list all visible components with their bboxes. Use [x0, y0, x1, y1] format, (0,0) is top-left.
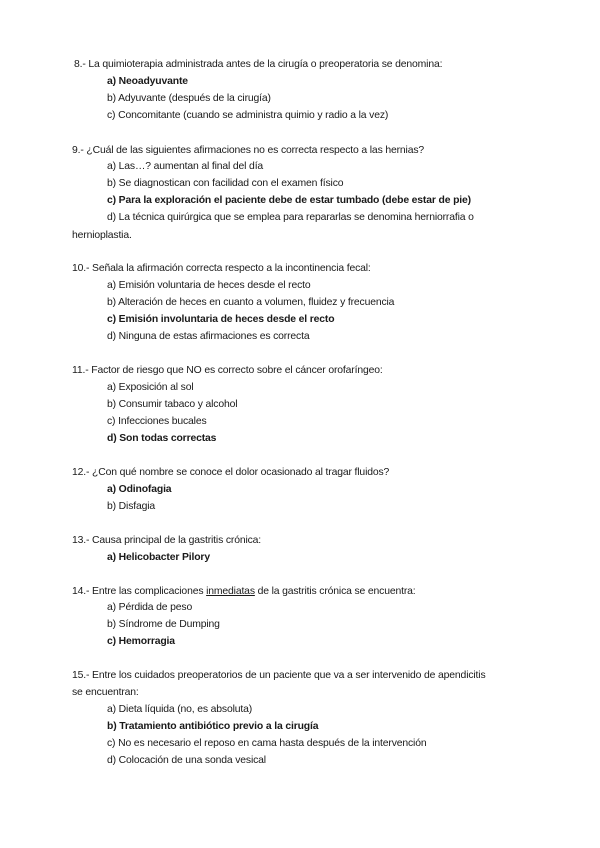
option-continuation: hernioplastia. [72, 230, 132, 241]
option-correct: a) Helicobacter Pilory [107, 552, 210, 563]
question-stem [72, 585, 416, 598]
option: a) Exposición al sol [107, 382, 194, 393]
option-correct: d) Son todas correctas [107, 433, 217, 444]
option: d) Ninguna de estas afirmaciones es correcta [107, 331, 310, 342]
option: a) Pérdida de peso [107, 602, 193, 613]
option: c) No es necesario el reposo en cama hasta después de la intervención [107, 738, 427, 749]
question-stem: 8.- La quimioterapia administrada antes de la cirugía o preoperatoria se denomina: [74, 59, 443, 70]
option: a) Emisión voluntaria de heces desde el recto [107, 280, 311, 291]
question-stem: 9.- ¿Cuál de las siguientes afirmaciones no es correcta respecto a las hernias? [72, 145, 425, 156]
option: b) Se diagnostican con facilidad con el examen físico [107, 178, 344, 189]
option-correct: a) Neoadyuvante [107, 76, 188, 87]
stem-part: 14.- Entre las complicaciones [72, 586, 207, 597]
option: b) Síndrome de Dumping [107, 619, 220, 630]
stem-underlined-word: inmediatas [206, 586, 255, 597]
question-stem: 15.- Entre los cuidados preoperatorios de un paciente que va a ser intervenido de apendicitis [72, 670, 486, 681]
option: c) Concomitante (cuando se administra quimio y radio a la vez) [107, 110, 389, 121]
stem-part: de la gastritis crónica se encuentra: [254, 586, 416, 597]
question-stem: 11.- Factor de riesgo que NO es correcto sobre el cáncer orofaríngeo: [72, 365, 383, 376]
option-correct: a) Odinofagia [107, 484, 172, 495]
option: d) La técnica quirúrgica que se emplea para repararlas se denomina herniorrafia o [107, 212, 474, 223]
option: b) Disfagia [107, 501, 156, 512]
option: b) Adyuvante (después de la cirugía) [107, 93, 271, 104]
question-stem: 13.- Causa principal de la gastritis crónica: [72, 535, 262, 546]
option: a) Dieta líquida (no, es absoluta) [107, 704, 253, 715]
option-correct: b) Tratamiento antibiótico previo a la cirugía [107, 721, 319, 732]
option: d) Colocación de una sonda vesical [107, 755, 266, 766]
option: c) Infecciones bucales [107, 416, 207, 427]
option: b) Alteración de heces en cuanto a volumen, fluidez y frecuencia [107, 297, 395, 308]
question-stem: 12.- ¿Con qué nombre se conoce el dolor ocasionado al tragar fluidos? [72, 467, 390, 478]
option-correct: c) Para la exploración el paciente debe de estar tumbado (debe estar de pie) [107, 195, 471, 206]
option: a) Las…? aumentan al final del día [107, 161, 264, 172]
question-stem: 10.- Señala la afirmación correcta respecto a la incontinencia fecal: [72, 263, 371, 274]
question-stem-continuation: se encuentran: [72, 687, 139, 698]
option-correct: c) Hemorragia [107, 636, 175, 647]
option-correct: c) Emisión involuntaria de heces desde el recto [107, 314, 335, 325]
option: b) Consumir tabaco y alcohol [107, 399, 238, 410]
